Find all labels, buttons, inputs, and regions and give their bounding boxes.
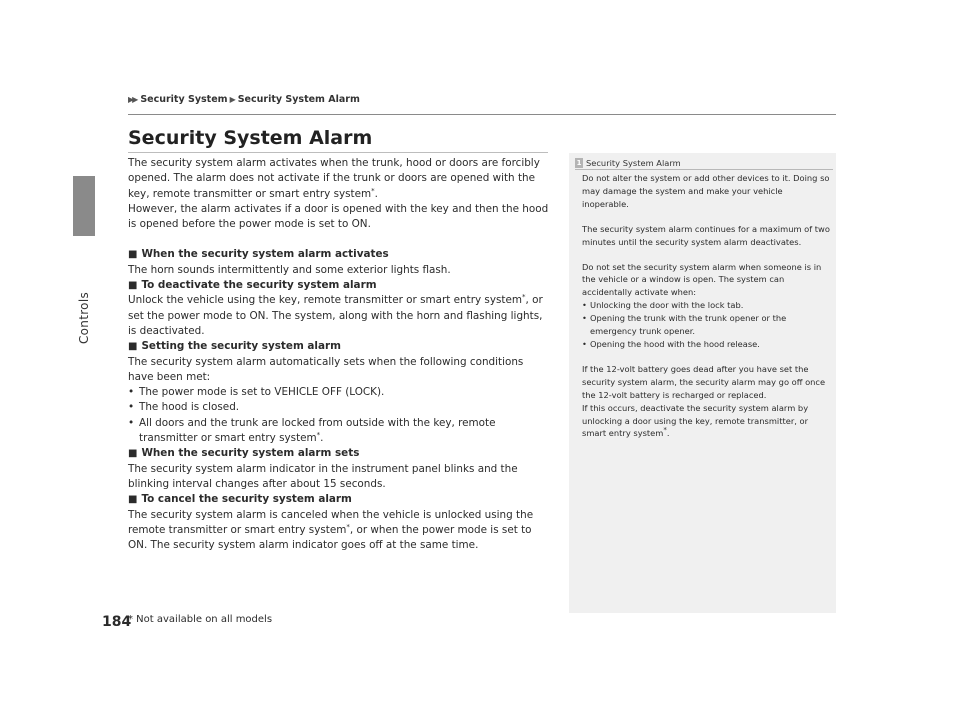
section-body-cancel: The security system alarm is canceled when the vehicle is unlocked using the remote transmitter or smart entry system*, or when the power mode is set to ON. The security system alarm indicator goes off at the same time. xyxy=(128,508,534,552)
intro-paragraph-2: However, the alarm activates if a door is opened with the key and then the hood is opened before the power mode is set to ON. xyxy=(128,202,549,231)
section-body-activates: The horn sounds intermittently and some exterior lights flash. xyxy=(128,263,451,276)
square-bullet-icon: ■ xyxy=(128,280,138,292)
side-note-body xyxy=(582,172,830,452)
main-content xyxy=(128,156,552,553)
header-divider xyxy=(128,114,836,115)
page-title: Security System Alarm xyxy=(128,127,373,149)
breadcrumb-arrow-icon: ▶▶ xyxy=(128,95,137,104)
section-heading-deactivate: ■ To deactivate the security system alarm xyxy=(128,279,377,292)
breadcrumb-item-security-system-alarm[interactable]: Security System Alarm xyxy=(237,94,360,105)
breadcrumb xyxy=(128,94,360,105)
section-heading-cancel: ■ To cancel the security system alarm xyxy=(128,493,352,506)
section-heading-setting: ■ Setting the security system alarm xyxy=(128,340,341,353)
section-heading-sets: ■ When the security system alarm sets xyxy=(128,447,360,460)
section-body-sets: The security system alarm indicator in the instrument panel blinks and the blinking interval changes after about 15 seconds. xyxy=(128,462,518,490)
square-bullet-icon: ■ xyxy=(128,341,138,353)
side-note-list xyxy=(582,299,830,351)
section-body-setting: The security system alarm automatically sets when the following conditions have been met: xyxy=(128,355,524,383)
section-tab-marker xyxy=(73,176,95,236)
footnote: * Not available on all models xyxy=(128,614,273,625)
breadcrumb-arrow-icon: ▶ xyxy=(229,95,236,104)
list-item: • Opening the trunk with the trunk opener or the emergency trunk opener. xyxy=(582,312,830,338)
intro-paragraph: The security system alarm activates when the trunk, hood or doors are forcibly opened. The alarm does not activate if the trunk or doors are opened with the key, remote transmitter or smart entry system*. xyxy=(128,157,540,200)
list-item: • Opening the hood with the hood release. xyxy=(582,338,830,351)
side-note-paragraph: Do not set the security system alarm when someone is in the vehicle or a window is open. The system can accidentally activate when: xyxy=(582,261,822,298)
square-bullet-icon: ■ xyxy=(128,494,138,506)
side-note-divider xyxy=(575,169,833,170)
side-note-paragraph: Do not alter the system or add other devices to it. Doing so may damage the system and make your vehicle inoperable. xyxy=(582,173,830,209)
list-item: • The power mode is set to VEHICLE OFF (LOCK). xyxy=(128,385,552,400)
list-item: • The hood is closed. xyxy=(128,400,552,415)
side-note-paragraph: If the 12-volt battery goes dead after you have set the security system alarm, the security alarm may go off once the 12-volt battery is recharged or replaced. xyxy=(582,363,826,400)
side-note-heading: Security System Alarm xyxy=(586,158,681,168)
section-heading-activates: ■ When the security system alarm activates xyxy=(128,248,389,261)
list-item: • Unlocking the door with the lock tab. xyxy=(582,299,830,312)
breadcrumb-item-security-system[interactable]: Security System xyxy=(140,94,228,105)
page-number: 184 xyxy=(102,614,132,630)
side-note-paragraph: If this occurs, deactivate the security system alarm by unlocking a door using the key, remote transmitter, or smart entry system*. xyxy=(582,402,809,439)
title-divider xyxy=(128,152,548,153)
section-body-deactivate: Unlock the vehicle using the key, remote transmitter or smart entry system*, or set the power mode to ON. The system, along with the horn and flashing lights, is deactivated. xyxy=(128,293,543,337)
list-item: • All doors and the trunk are locked from outside with the key, remote transmitter or smart entry system*. xyxy=(128,416,552,447)
setting-conditions-list xyxy=(128,385,552,446)
note-reference-icon: 1 xyxy=(576,159,582,167)
side-note-paragraph: The security system alarm continues for a maximum of two minutes until the security system alarm deactivates. xyxy=(582,223,830,247)
square-bullet-icon: ■ xyxy=(128,448,138,460)
square-bullet-icon: ■ xyxy=(128,249,138,261)
